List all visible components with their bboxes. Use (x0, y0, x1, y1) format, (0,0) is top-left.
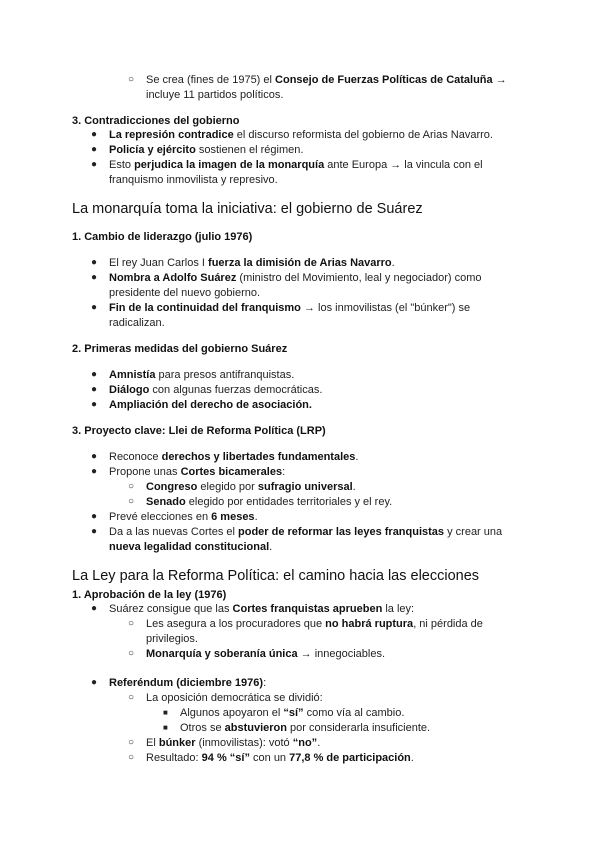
circle-bullet-icon: ○ (128, 481, 135, 492)
bullet-icon: ● (91, 526, 98, 537)
list-item: Policía y ejército sostienen el régimen. (109, 144, 304, 156)
list-item: El búnker (inmovilistas): votó “no”. (146, 737, 321, 749)
list-item: Monarquía y soberanía única → innegociables. (146, 648, 386, 660)
circle-bullet-icon: ○ (128, 496, 135, 507)
list-item: Se crea (fines de 1975) el Consejo de Fuerzas Políticas de Cataluña → (146, 74, 507, 86)
circle-bullet-icon: ○ (128, 648, 135, 659)
circle-bullet-icon: ○ (128, 737, 135, 748)
bullet-icon: ● (91, 511, 98, 522)
list-item: Da a las nuevas Cortes el poder de reformar las leyes franquistas y crear una (109, 526, 503, 538)
square-bullet-icon: ■ (163, 723, 168, 732)
list-item-continuation: privilegios. (146, 633, 198, 645)
subsection-heading: 3. Proyecto clave: Llei de Reforma Política (LRP) (72, 425, 326, 437)
list-item: Senado elegido por entidades territoriales y el rey. (146, 496, 393, 508)
list-item: Nombra a Adolfo Suárez (ministro del Movimiento, leal y negociador) como (109, 272, 482, 284)
circle-bullet-icon: ○ (128, 692, 135, 703)
section-heading: 3. Contradicciones del gobierno (72, 115, 240, 127)
bullet-icon: ● (91, 302, 98, 313)
list-item: Referéndum (diciembre 1976): (109, 677, 267, 689)
list-item: Reconoce derechos y libertades fundamentales. (109, 451, 359, 463)
list-item: Amnistía para presos antifranquistas. (109, 369, 295, 381)
bullet-icon: ● (91, 272, 98, 283)
list-item: Les asegura a los procuradores que no habrá ruptura, ni pérdida de (146, 618, 483, 630)
subsection-heading: 1. Aprobación de la ley (1976) (72, 589, 227, 601)
list-item-continuation: presidente del nuevo gobierno. (109, 287, 261, 299)
section-title: La monarquía toma la iniciativa: el gobierno de Suárez (72, 201, 423, 217)
bullet-icon: ● (91, 257, 98, 268)
bullet-icon: ● (91, 144, 98, 155)
list-item: Ampliación del derecho de asociación. (109, 399, 312, 411)
list-item: La represión contradice el discurso reformista del gobierno de Arias Navarro. (109, 129, 493, 141)
bullet-icon: ● (91, 159, 98, 170)
subsection-heading: 1. Cambio de liderazgo (julio 1976) (72, 231, 253, 243)
circle-bullet-icon: ○ (128, 74, 135, 85)
list-item: Suárez consigue que las Cortes franquistas aprueben la ley: (109, 603, 415, 615)
list-item: Prevé elecciones en 6 meses. (109, 511, 258, 523)
list-item: Fin de la continuidad del franquismo → los inmovilistas (el "búnker") se (109, 302, 471, 314)
bullet-icon: ● (91, 369, 98, 380)
list-item: Esto perjudica la imagen de la monarquía ante Europa → la vincula con el (109, 159, 483, 171)
bullet-icon: ● (91, 129, 98, 140)
circle-bullet-icon: ○ (128, 752, 135, 763)
list-item-continuation: franquismo inmovilista y represivo. (109, 174, 278, 186)
list-item: Otros se abstuvieron por considerarla insuficiente. (180, 722, 431, 734)
list-item: Algunos apoyaron el “sí” como vía al cambio. (180, 707, 405, 719)
bullet-icon: ● (91, 384, 98, 395)
list-item: Resultado: 94 % “sí” con un 77,8 % de participación. (146, 752, 414, 764)
list-item-continuation: radicalizan. (109, 317, 165, 329)
list-item: La oposición democrática se dividió: (146, 692, 323, 704)
list-item-continuation: nueva legalidad constitucional. (109, 541, 273, 553)
list-item-continuation: incluye 11 partidos políticos. (146, 89, 284, 101)
list-item: El rey Juan Carlos I fuerza la dimisión de Arias Navarro. (109, 257, 395, 269)
bullet-icon: ● (91, 603, 98, 614)
bullet-icon: ● (91, 677, 98, 688)
list-item: Diálogo con algunas fuerzas democráticas. (109, 384, 323, 396)
list-item: Propone unas Cortes bicamerales: (109, 466, 286, 478)
square-bullet-icon: ■ (163, 708, 168, 717)
section-title: La Ley para la Reforma Política: el camino hacia las elecciones (72, 568, 480, 584)
list-item: Congreso elegido por sufragio universal. (146, 481, 356, 493)
bullet-icon: ● (91, 451, 98, 462)
circle-bullet-icon: ○ (128, 618, 135, 629)
bullet-icon: ● (91, 466, 98, 477)
subsection-heading: 2. Primeras medidas del gobierno Suárez (72, 343, 288, 355)
bullet-icon: ● (91, 399, 98, 410)
